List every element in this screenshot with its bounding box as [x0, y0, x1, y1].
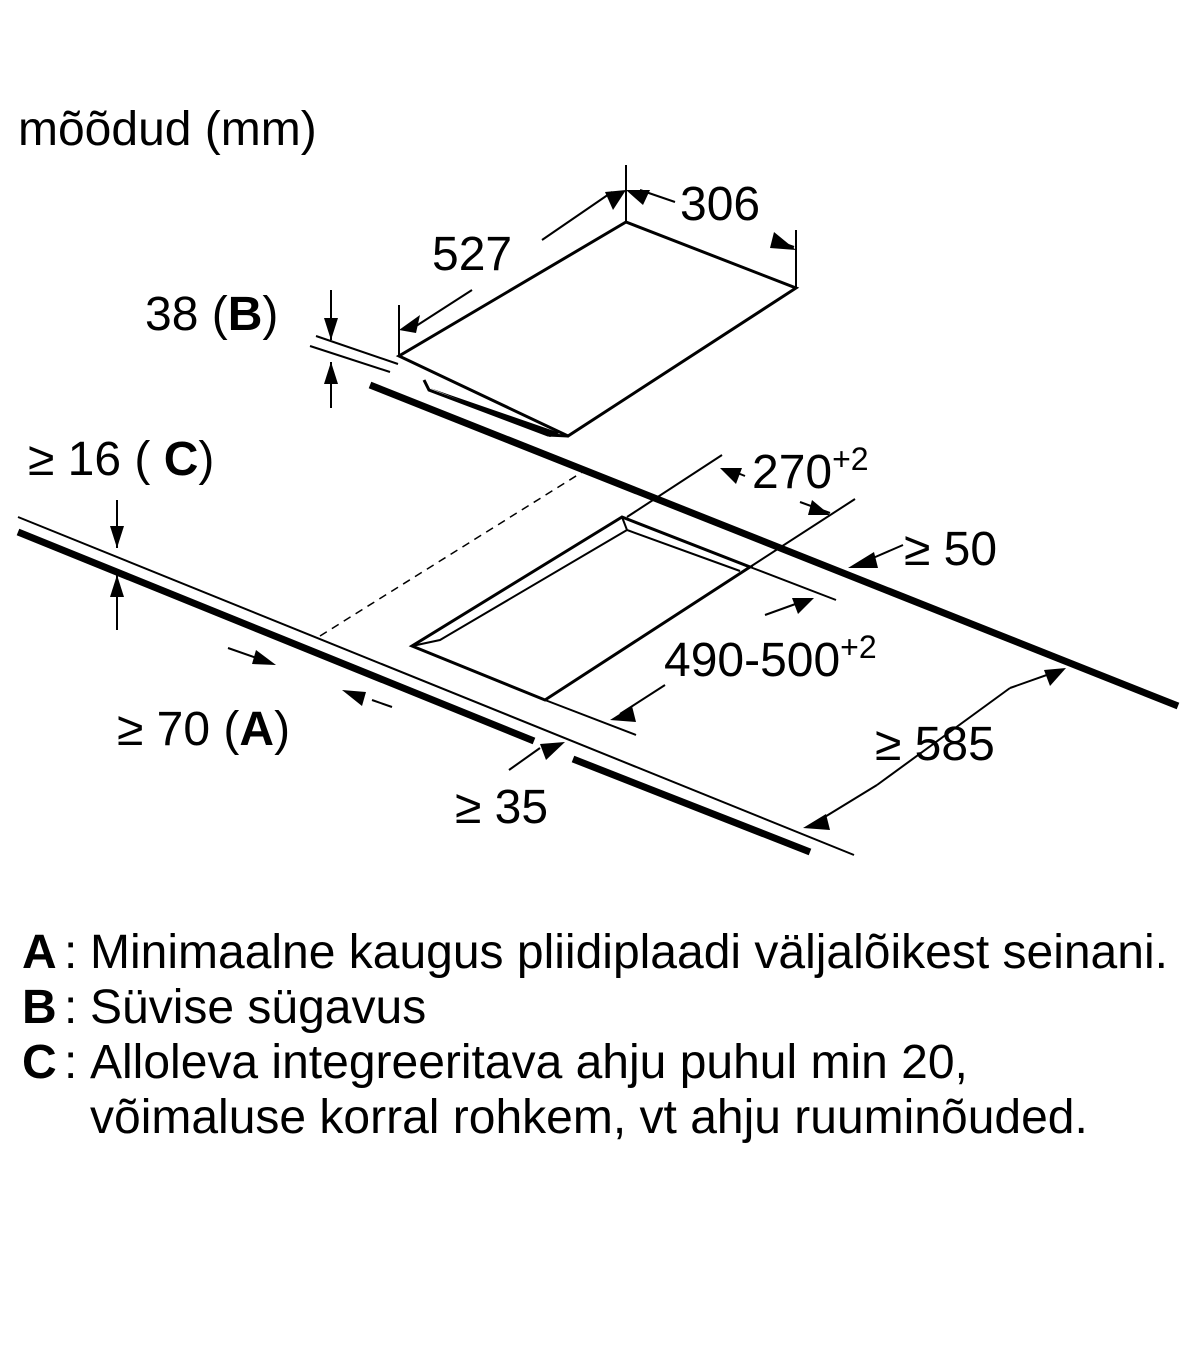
dim-16-close: ) [198, 433, 215, 486]
dim-70-key: A [239, 703, 275, 756]
legend-key-b: B [22, 981, 57, 1034]
legend-colon: : [64, 926, 78, 979]
projection-dashed-line [320, 466, 592, 636]
dim-35: ≥ 35 [455, 781, 549, 834]
diagram-title: mõõdud (mm) [18, 103, 317, 156]
legend-colon: : [64, 981, 78, 1034]
legend-text-b: Süvise sügavus [90, 981, 427, 1034]
dim-490-500-tol: +2 [840, 629, 877, 665]
legend-item-a [22, 925, 1182, 980]
dim-306: 306 [680, 178, 761, 231]
dim-270-value: 270 [752, 446, 833, 499]
dim-270 [752, 441, 869, 499]
legend-colon: : [64, 1036, 78, 1089]
dim-16-key: C [163, 433, 199, 486]
dim-38-value: 38 ( [145, 288, 228, 341]
legend-key-c: C [22, 1036, 57, 1089]
dim-16-c [28, 433, 214, 486]
legend-text-a: Minimaalne kaugus pliidiplaadi väljalõikest seinani. [90, 926, 1168, 979]
legend-item-b [22, 980, 1182, 1035]
legend-key-a: A [22, 926, 57, 979]
dim-38-close: ) [262, 288, 279, 341]
dim-70-close: ) [274, 703, 291, 756]
legend-item-c [22, 1035, 1182, 1145]
legend [22, 925, 1182, 1145]
dim-70-value: ≥ 70 ( [117, 703, 240, 756]
dim-50: ≥ 50 [904, 523, 998, 576]
dim-490-500 [664, 629, 877, 687]
dim-270-tol: +2 [832, 441, 869, 477]
dim-16-value: ≥ 16 ( [28, 433, 164, 486]
dim-490-500-value: 490-500 [664, 634, 841, 687]
dim-38-key: B [227, 288, 263, 341]
legend-text-c: Alloleva integreeritava ahju puhul min 20, võimaluse korral rohkem, vt ahju ruuminõuded. [90, 1036, 1088, 1144]
dim-38-b [145, 288, 278, 341]
dim-70-a [117, 703, 290, 756]
dim-585: ≥ 585 [875, 718, 995, 771]
dim-527: 527 [432, 228, 513, 281]
